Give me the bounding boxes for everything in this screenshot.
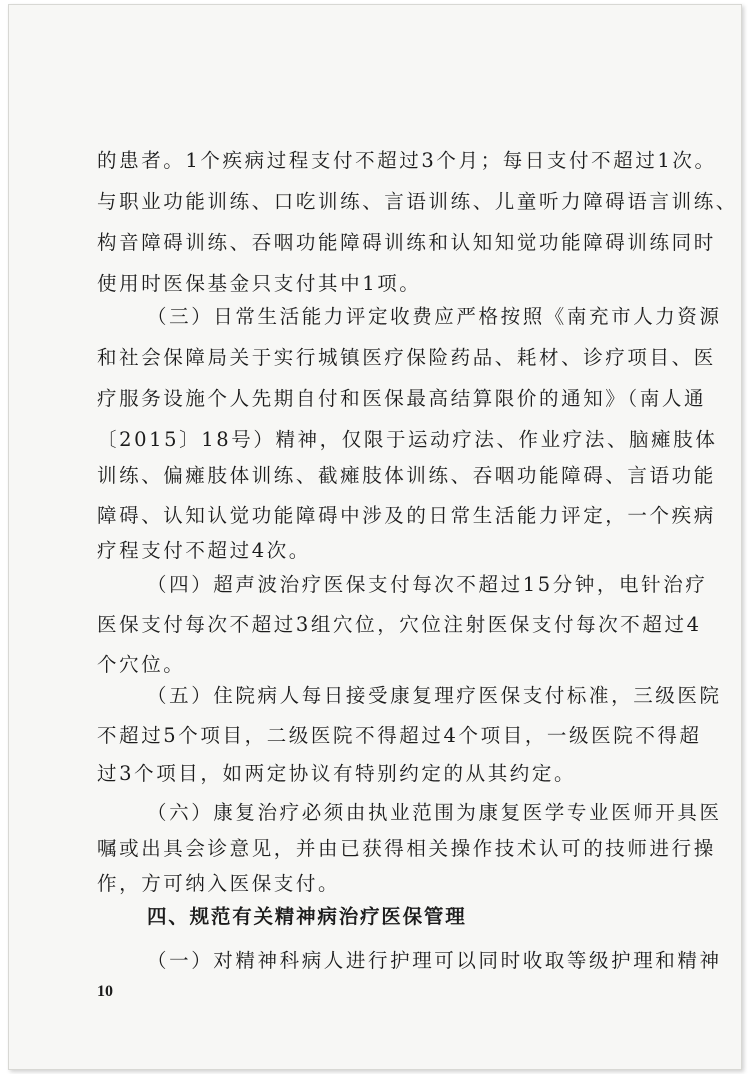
paragraph-line: 使用时医保基金只支付其中1项。 (97, 272, 422, 295)
paragraph-line: 医保支付每次不超过3组穴位，穴位注射医保支付每次不超过4 (97, 613, 702, 636)
paragraph-line: 不超过5个项目，二级医院不得超过4个项目，一级医院不得超 (97, 724, 702, 747)
paragraph-line: 和社会保障局关于实行城镇医疗保险药品、耗材、诊疗项目、医 (97, 346, 716, 369)
document-page (8, 4, 742, 1070)
paragraph-line: 过3个项目，如两定协议有特别约定的从其约定。 (97, 762, 577, 785)
paragraph-line: （六）康复治疗必须由执业范围为康复医学专业医师开具医 (147, 801, 722, 824)
page-number: 10 (97, 983, 113, 1000)
paragraph-line: 构音障碍训练、吞咽功能障碍训练和认知知觉功能障碍训练同时 (97, 231, 716, 254)
paragraph-line: 训练、偏瘫肢体训练、截瘫肢体训练、吞咽功能障碍、言语功能 (97, 464, 716, 487)
paragraph-line: （五）住院病人每日接受康复理疗医保支付标准，三级医院 (147, 684, 722, 707)
paragraph-line: 作，方可纳入医保支付。 (97, 872, 341, 895)
paragraph-line: 疗程支付不超过4次。 (97, 539, 311, 562)
paragraph-line: （一）对精神科病人进行护理可以同时收取等级护理和精神 (147, 949, 722, 972)
paragraph-line: 与职业功能训练、口吃训练、言语训练、儿童听力障碍语言训练、 (97, 190, 738, 213)
paragraph-line: 嘱或出具会诊意见，并由已获得相关操作技术认可的技师进行操 (97, 837, 716, 860)
paragraph-line: 〔2015〕18号）精神，仅限于运动疗法、作业疗法、脑瘫肢体 (97, 428, 718, 451)
paragraph-line: 的患者。1个疾病过程支付不超过3个月；每日支付不超过1次。 (97, 149, 717, 172)
paragraph-line: 障碍、认知认觉功能障碍中涉及的日常生活能力评定，一个疾病 (97, 504, 716, 527)
paragraph-line: 疗服务设施个人先期自付和医保最高结算限价的通知》（南人通 (97, 387, 707, 410)
paragraph-line: 个穴位。 (97, 653, 186, 676)
paragraph-line: （三）日常生活能力评定收费应严格按照《南充市人力资源 (147, 305, 722, 328)
section-heading: 四、规范有关精神病治疗医保管理 (147, 905, 467, 928)
paragraph-line: （四）超声波治疗医保支付每次不超过15分钟，电针治疗 (147, 573, 708, 596)
